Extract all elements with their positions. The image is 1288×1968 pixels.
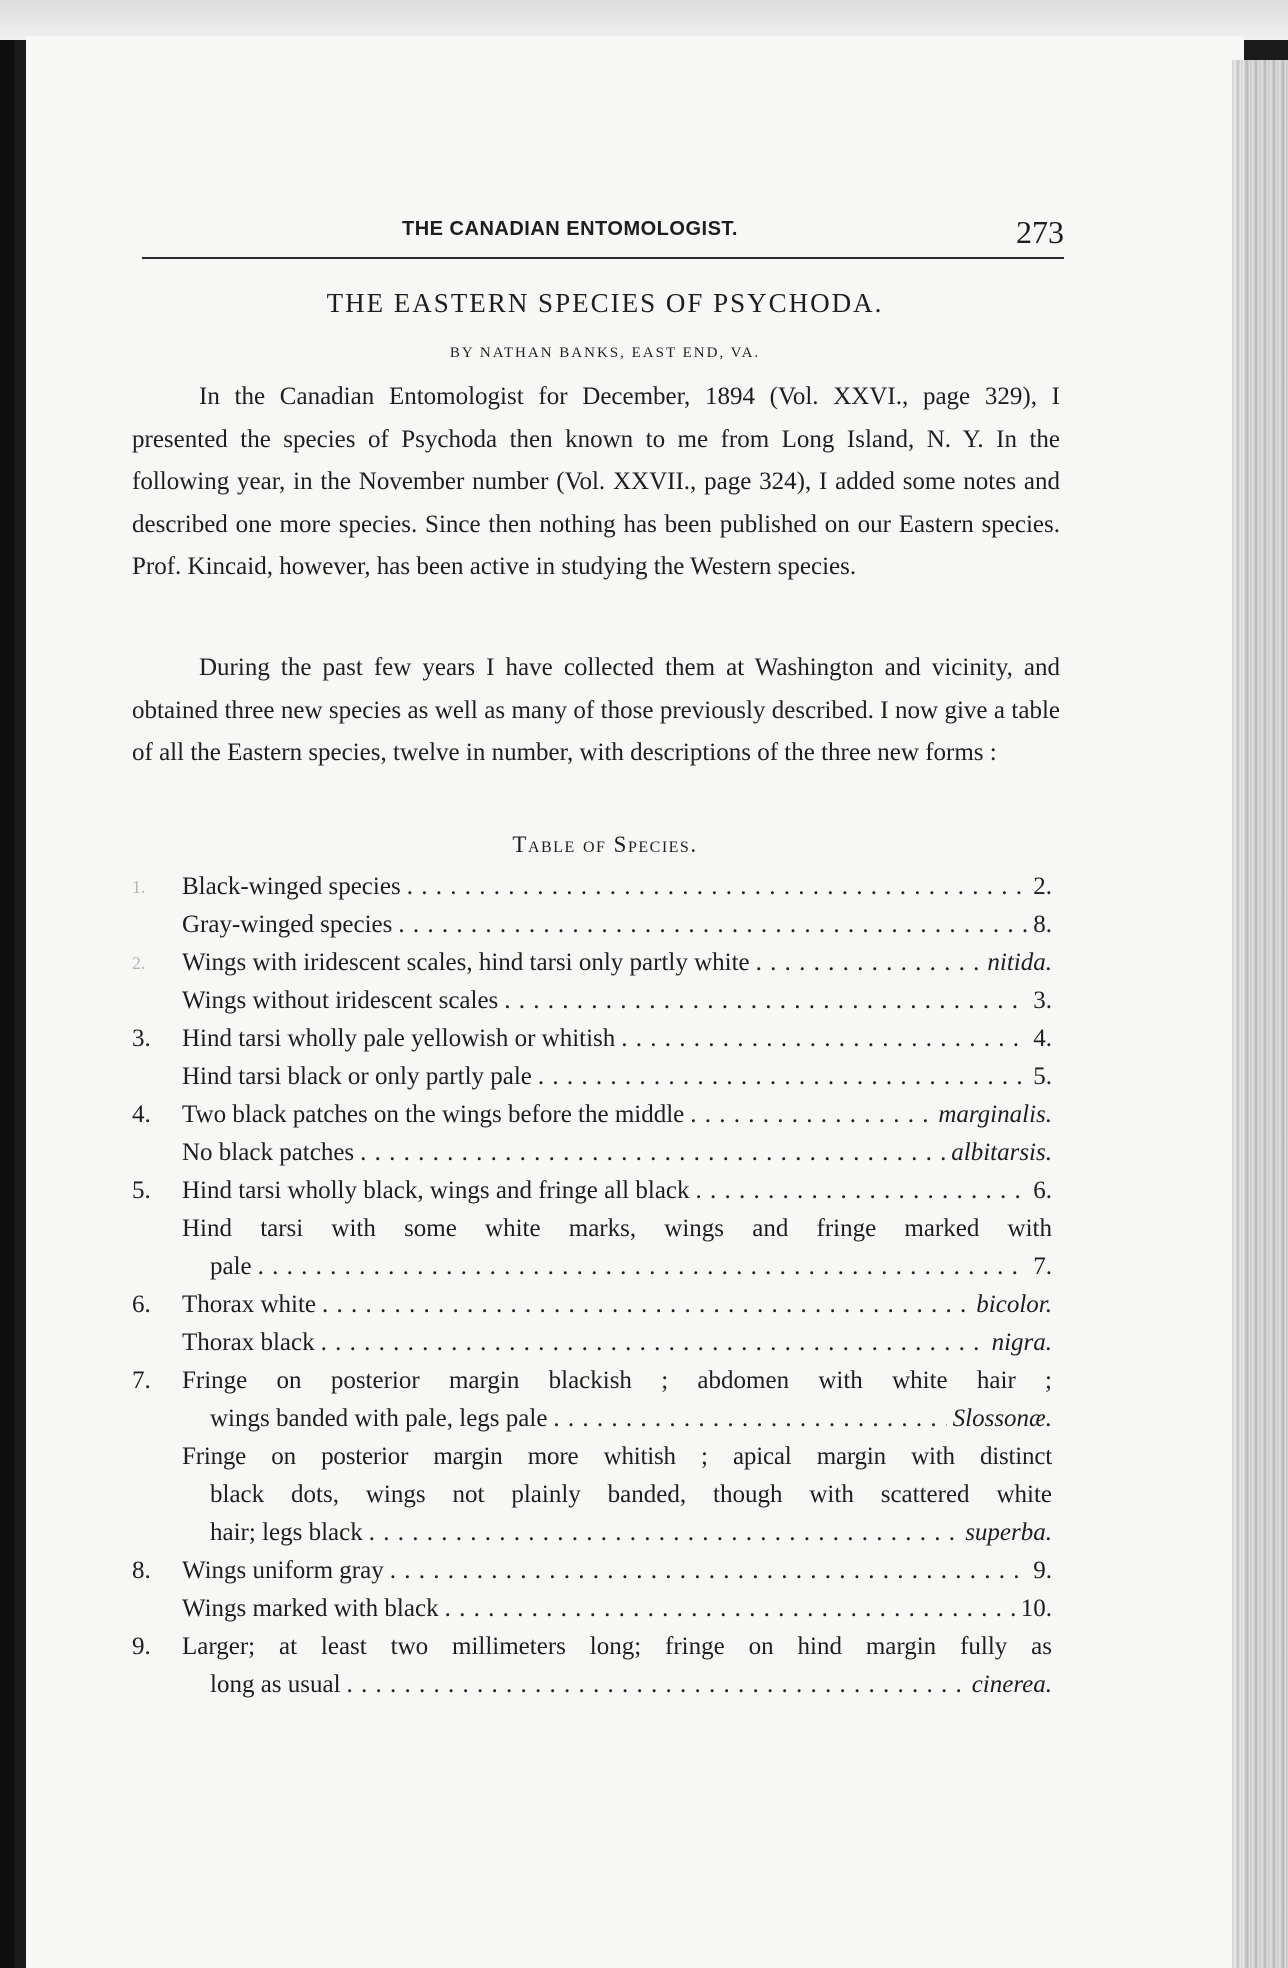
lead-text: Wings without iridescent scales bbox=[182, 987, 499, 1014]
leader-dots bbox=[347, 1666, 966, 1704]
key-row bbox=[132, 1400, 1052, 1438]
couplet-number: 4. bbox=[132, 1101, 151, 1128]
key-row bbox=[132, 1210, 1052, 1248]
page-number: 273 bbox=[1016, 214, 1064, 250]
couplet-number: 1. bbox=[132, 877, 146, 897]
couplet-number: 7. bbox=[132, 1367, 151, 1394]
leader-dots bbox=[360, 1134, 945, 1172]
scan-left-border bbox=[0, 0, 14, 1968]
key-row bbox=[132, 1628, 1052, 1666]
lead-result-species: Slossonæ. bbox=[952, 1405, 1052, 1432]
article-title: THE EASTERN SPECIES OF PSYCHODA. bbox=[326, 288, 884, 318]
key-row bbox=[132, 1514, 1052, 1552]
paragraph-intro: In the Canadian Entomologist for December, 1894 (Vol. XXVI., page 329), I presented the species of Psychoda then known to me from Long Island, N. Y. In the following year, in the November number (Vol. XXVII., page 324), I added some notes and described one more species. Since then nothing has been published on our Eastern species. Prof. Kincaid, however, has been active in studying the Western species. bbox=[132, 383, 1060, 580]
page-stack-edge bbox=[1232, 60, 1288, 1968]
lead-text: pale bbox=[210, 1253, 252, 1280]
lead-result: 9. bbox=[1033, 1557, 1052, 1584]
lead-text: Larger; at least two millimeters long; fringe on hind margin fully as bbox=[182, 1633, 1052, 1660]
lead-text: Gray-winged species bbox=[182, 911, 393, 938]
key-row bbox=[132, 868, 1052, 906]
lead-result: 10. bbox=[1020, 1595, 1052, 1622]
lead-text: Hind tarsi with some white marks, wings and fringe marked with bbox=[182, 1215, 1052, 1242]
couplet-number: 2. bbox=[132, 953, 146, 973]
header-rule bbox=[142, 257, 1064, 259]
lead-result: 3. bbox=[1033, 987, 1052, 1014]
lead-text: No black patches bbox=[182, 1139, 355, 1166]
leader-dots bbox=[538, 1058, 1027, 1096]
lead-text: black dots, wings not plainly banded, though with scattered white bbox=[210, 1481, 1052, 1508]
lead-result-species: superba. bbox=[965, 1519, 1052, 1546]
lead-text: Two black patches on the wings before the middle bbox=[182, 1101, 685, 1128]
lead-result-species: nitida. bbox=[987, 949, 1052, 976]
leader-dots bbox=[258, 1248, 1028, 1286]
key-row bbox=[132, 982, 1052, 1020]
couplet-number: 9. bbox=[132, 1633, 151, 1660]
leader-dots bbox=[398, 906, 1027, 944]
key-row bbox=[132, 1058, 1052, 1096]
lead-result: 2. bbox=[1033, 873, 1052, 900]
lead-text: Thorax black bbox=[182, 1329, 315, 1356]
lead-result: 6. bbox=[1033, 1177, 1052, 1204]
lead-text: Wings marked with black bbox=[182, 1595, 439, 1622]
leader-dots bbox=[621, 1020, 1027, 1058]
lead-text: long as usual bbox=[210, 1671, 341, 1698]
leader-dots bbox=[322, 1286, 970, 1324]
article-byline: BY NATHAN BANKS, EAST END, VA. bbox=[449, 345, 761, 361]
leader-dots bbox=[504, 982, 1027, 1020]
lead-text: Hind tarsi black or only partly pale bbox=[182, 1063, 532, 1090]
lead-text: Thorax white bbox=[182, 1291, 316, 1318]
lead-result-species: cinerea. bbox=[971, 1671, 1052, 1698]
lead-result: 8. bbox=[1033, 911, 1052, 938]
key-row bbox=[132, 1552, 1052, 1590]
key-row bbox=[132, 1096, 1052, 1134]
key-row bbox=[132, 1248, 1052, 1286]
leader-dots bbox=[321, 1324, 986, 1362]
key-row bbox=[132, 1172, 1052, 1210]
leader-dots bbox=[553, 1400, 946, 1438]
lead-text: Hind tarsi wholly pale yellowish or whitish bbox=[182, 1025, 616, 1052]
leader-dots bbox=[369, 1514, 959, 1552]
key-row bbox=[132, 1476, 1052, 1514]
leader-dots bbox=[756, 944, 982, 982]
leader-dots bbox=[445, 1590, 1015, 1628]
key-row bbox=[132, 906, 1052, 944]
key-row bbox=[132, 1362, 1052, 1400]
leader-dots bbox=[690, 1096, 932, 1134]
key-row bbox=[132, 1590, 1052, 1628]
key-row bbox=[132, 1666, 1052, 1704]
species-key bbox=[132, 868, 1052, 1704]
lead-result: 7. bbox=[1033, 1253, 1052, 1280]
running-head bbox=[140, 214, 1070, 250]
lead-result: 5. bbox=[1033, 1063, 1052, 1090]
key-row bbox=[132, 1286, 1052, 1324]
lead-text: Hind tarsi wholly black, wings and fringe all black bbox=[182, 1177, 690, 1204]
lead-result-species: nigra. bbox=[991, 1329, 1052, 1356]
key-row bbox=[132, 1324, 1052, 1362]
key-row bbox=[132, 1134, 1052, 1172]
key-row bbox=[132, 1020, 1052, 1058]
paragraph-collection: During the past few years I have collected them at Washington and vicinity, and obtained three new species as well as many of those previously described. I now give a table of all the Eastern species, twelve in number, with descriptions of the three new forms : bbox=[132, 654, 1060, 766]
lead-text: Fringe on posterior margin more whitish ; apical margin with distinct bbox=[182, 1443, 1052, 1470]
leader-dots bbox=[696, 1172, 1028, 1210]
lead-text: wings banded with pale, legs pale bbox=[210, 1405, 548, 1432]
lead-result-species: marginalis. bbox=[938, 1101, 1052, 1128]
leader-dots bbox=[390, 1552, 1028, 1590]
lead-text: Black-winged species bbox=[182, 873, 401, 900]
lead-result: 4. bbox=[1033, 1025, 1052, 1052]
table-heading: Table of Species. bbox=[512, 832, 698, 857]
key-row bbox=[132, 1438, 1052, 1476]
lead-text: hair; legs black bbox=[210, 1519, 363, 1546]
journal-name: THE CANADIAN ENTOMOLOGIST. bbox=[402, 218, 738, 240]
couplet-number: 5. bbox=[132, 1177, 151, 1204]
leader-dots bbox=[407, 868, 1028, 906]
lead-text: Wings with iridescent scales, hind tarsi only partly white bbox=[182, 949, 750, 976]
lead-result-species: albitarsis. bbox=[951, 1139, 1052, 1166]
couplet-number: 8. bbox=[132, 1557, 151, 1584]
lead-text: Fringe on posterior margin blackish ; abdomen with white hair ; bbox=[182, 1367, 1052, 1394]
lead-result-species: bicolor. bbox=[976, 1291, 1052, 1318]
key-row bbox=[132, 944, 1052, 982]
lead-text: Wings uniform gray bbox=[182, 1557, 384, 1584]
couplet-number: 6. bbox=[132, 1291, 151, 1318]
scan-top-border bbox=[0, 0, 1288, 40]
couplet-number: 3. bbox=[132, 1025, 151, 1052]
